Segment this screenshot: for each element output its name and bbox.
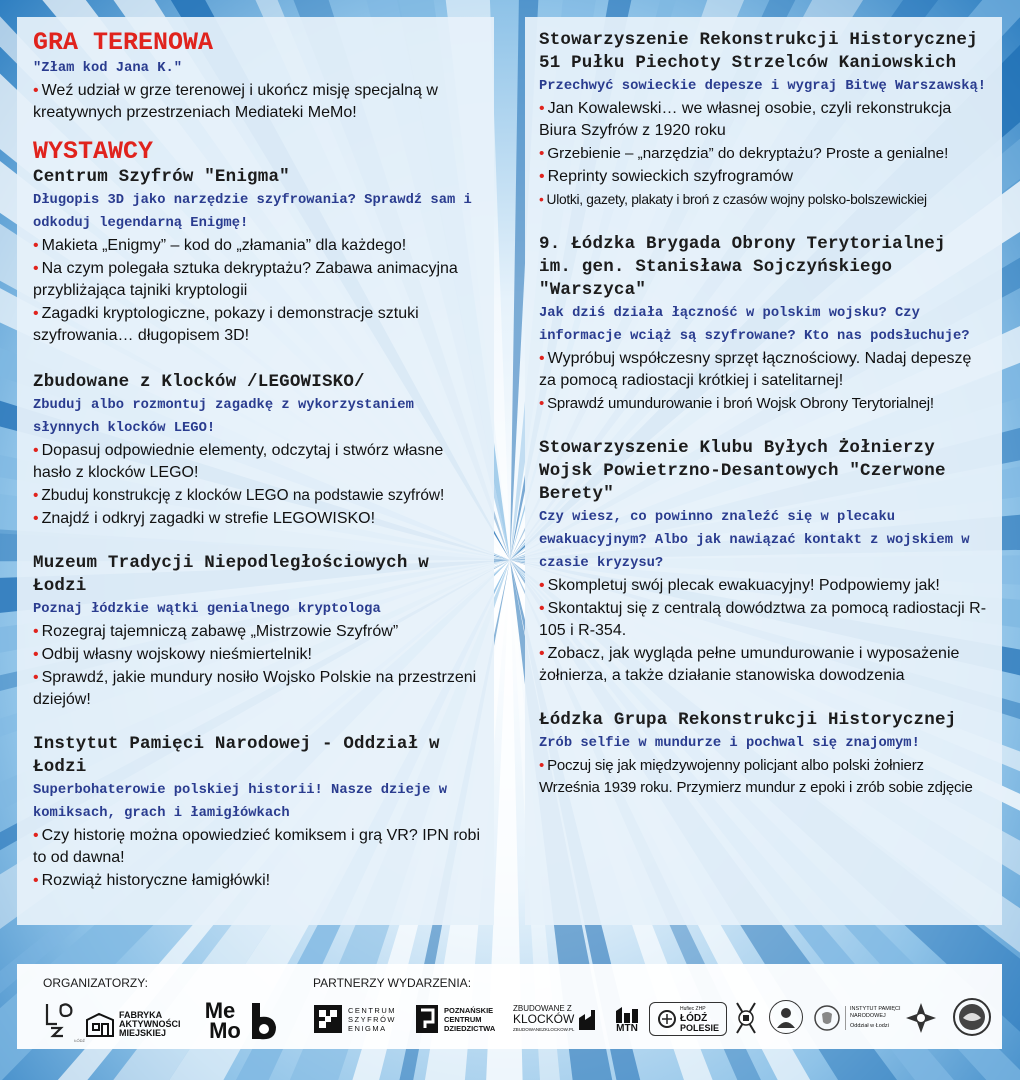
- exhibitor-name: 9. Łódzka Brygada Obrony Terytorialnej im. gen. Stanisława Sojczyńskiego "Warszyca": [539, 234, 946, 300]
- field-game-bullets: [33, 80, 480, 124]
- exhibitors-title: WYSTAWCY: [33, 137, 154, 166]
- exhibitor-tagline: Superbohaterowie polskiej historii! Nasze dzieje w komiksach, grach i łamigłówkach: [33, 783, 447, 821]
- exhibitor-tagline: Zbuduj albo rozmontuj zagadkę z wykorzystaniem słynnych klocków LEGO!: [33, 398, 414, 436]
- zhp-line-3: POLESIE: [679, 1023, 719, 1033]
- bullet-item: • Weź udział w grze terenowej i ukończ misję specjalną w kreatywnych przestrzeniach Mediateki MeMo!: [33, 82, 438, 121]
- field-game-section: [33, 29, 480, 124]
- pcd-line-3: DZIEDZICTWA: [444, 1023, 496, 1033]
- bullet-item: • Sprawdź umundurowanie i broń Wojsk Obrony Terytorialnej!: [539, 395, 934, 412]
- bullet-item: • Zbuduj konstrukcję z klocków LEGO na podstawie szyfrów!: [33, 487, 445, 504]
- exhibitor-tagline: Długopis 3D jako narzędzie szyfrowania? Sprawdź sam i odkoduj legendarną Enigmę!: [33, 193, 472, 231]
- bullet-item: • Sprawdź, jakie mundury nosiło Wojsko Polskie na przestrzeni dziejów!: [33, 669, 477, 708]
- lodz-logo-icon: [41, 998, 85, 1043]
- bullet-item: • Na czym polegała sztuka dekryptażu? Zabawa animacyjna przybliżająca tajniki kryptologii: [33, 260, 458, 299]
- bullet-item: • Makieta „Enigmy” – kod do „złamania” dla każdego!: [33, 237, 407, 254]
- exhibitor-bullets: [33, 621, 480, 711]
- mtn-text: MTN: [616, 1022, 638, 1034]
- exhibitor-tagline: Przechwyć sowieckie depesze i wygraj Bitwę Warszawską!: [539, 79, 987, 94]
- bullet-item: • Reprinty sowieckich szyfrogramów: [539, 168, 794, 185]
- exhibitor-section: [539, 709, 988, 799]
- zzk-line-3: ZBUDOWANEZKLOCKOW.PL: [513, 1027, 575, 1032]
- exhibitor-section: [33, 166, 480, 347]
- bullet-item: • Jan Kowalewski… we własnej osobie, czyli rekonstrukcja Biura Szyfrów z 1920 roku: [539, 100, 952, 139]
- exhibitor-name: Łódzka Grupa Rekonstrukcji Historycznej: [539, 710, 957, 730]
- bullet-item: • Skompletuj swój plecak ewakuacyjny! Podpowiemy jak!: [539, 577, 940, 594]
- bullet-item: • Zagadki kryptologiczne, pokazy i demonstracje sztuki szyfrowania… długopisem 3D!: [33, 305, 419, 344]
- exhibitor-tagline: Czy wiesz, co powinno znaleźć się w plecaku ewakuacyjnym? Albo jak nawiązać kontakt z wojskiem w czasie kryzysu?: [539, 510, 970, 571]
- bullet-item: • Odbij własny wojskowy nieśmiertelnik!: [33, 646, 312, 663]
- field-game-title: GRA TERENOWA: [33, 28, 214, 57]
- organizers-label: ORGANIZATORZY:: [43, 976, 148, 990]
- lodz-logo-text: ŁÓDŹ: [74, 1038, 85, 1043]
- fam-line-3: MIEJSKIEJ: [119, 1027, 167, 1038]
- lego-logo-icon: [513, 1002, 605, 1036]
- ipn-line-1: INSTYTUT PAMIĘCI: [850, 1006, 901, 1012]
- ipn-emblem-icon: [813, 1002, 909, 1034]
- exhibitor-bullets: [539, 189, 988, 211]
- exhibitor-section: [33, 371, 480, 530]
- exhibitor-bullets: [539, 393, 988, 415]
- exhibitor-tagline: Zrób selfie w mundurze i pochwal się znajomym!: [539, 736, 920, 751]
- pcd-line-2: CENTRUM: [444, 1014, 482, 1024]
- bullet-item: • Rozegraj tajemniczą zabawę „Mistrzowie Szyfrów”: [33, 623, 399, 640]
- memo-logo-icon: [197, 1000, 243, 1042]
- soldier-emblem-icon: [731, 998, 761, 1038]
- bullet-item: • Grzebienie – „narzędzia” do dekryptażu? Proste a genialne!: [539, 145, 949, 162]
- bullet-item: • Zobacz, jak wygląda pełne umundurowanie i wyposażenie żołnierza, a także działanie stanowiska dowodzenia: [539, 645, 960, 684]
- field-game-subtitle: "Złam kod Jana K.": [33, 61, 183, 76]
- ipn-line-3: Oddział w Łodzi: [850, 1023, 889, 1029]
- bullet-item: • Czy historię można opowiedzieć komiksem i grą VR? IPN robi to od dawna!: [33, 827, 480, 866]
- exhibitor-bullets: [33, 825, 480, 892]
- bullet-dot-icon: •: [33, 82, 39, 99]
- exhibitor-tagline: Jak dziś działa łączność w polskim wojsku? Czy informacje wciąż są szyfrowane? Kto nas podsłuchuje?: [539, 306, 970, 344]
- exhibitor-section: [33, 733, 480, 892]
- bullet-item: • Dopasuj odpowiednie elementy, odczytaj i stwórz własne hasło z klocków LEGO!: [33, 442, 444, 481]
- exhibitor-bullets: [539, 348, 988, 392]
- mtn-logo-icon: [611, 1002, 643, 1038]
- memo-line-2: Mo: [209, 1018, 241, 1043]
- exhibitor-section: [539, 437, 988, 687]
- exhibitor-bullets: [539, 755, 988, 799]
- pcd-line-1: POZNAŃSKIE: [444, 1005, 494, 1015]
- exhibitor-name: Stowarzyszenie Klubu Byłych Żołnierzy Wojsk Powietrzno-Desantowych "Czerwone Berety": [539, 438, 946, 504]
- b-logo-icon: [249, 1000, 279, 1042]
- exhibitor-section: [33, 552, 480, 711]
- exhibitor-bullets: [539, 98, 988, 188]
- bullet-item: • Ulotki, gazety, plakaty i broń z czasów wojny polsko-bolszewickiej: [539, 192, 927, 207]
- exhibitor-name: Instytut Pamięci Narodowej - Oddział w Łodzi: [33, 734, 440, 777]
- cross-emblem-icon: [903, 1000, 939, 1036]
- partners-label: PARTNERZY WYDARZENIA:: [313, 976, 472, 990]
- partners-footer: [17, 964, 1002, 1049]
- zhp-line-2: ŁÓDŹ: [679, 1013, 708, 1024]
- left-column: [17, 17, 494, 925]
- exhibitor-section: [539, 29, 988, 211]
- enigma-line-3: ENIGMA: [348, 1023, 387, 1033]
- zzk-line-2: KLOCKÓW: [513, 1012, 575, 1026]
- zhp-logo-icon: [649, 1002, 727, 1036]
- fam-line-1: FABRYKA: [119, 1009, 163, 1020]
- bullet-item: • Znajdź i odkryj zagadki w strefie LEGOWISKO!: [33, 510, 376, 527]
- right-column: [525, 17, 1002, 925]
- bullet-item: • Rozwiąż historyczne łamigłówki!: [33, 872, 271, 889]
- exhibitor-bullets: [33, 235, 480, 347]
- bullet-item: • Wypróbuj współczesny sprzęt łącznościowy. Nadaj depeszę za pomocą radiostacji krótkiej i satelitarnej!: [539, 350, 972, 389]
- pcd-logo-icon: [415, 1002, 507, 1036]
- fabryka-aktywnosci-logo-icon: [85, 1006, 193, 1042]
- memo-line-1: Me: [204, 998, 236, 1023]
- exhibitor-section: [539, 233, 988, 415]
- enigma-line-2: SZYFRÓW: [348, 1014, 396, 1024]
- exhibitor-name: Centrum Szyfrów "Enigma": [33, 167, 290, 187]
- zzk-line-1: ZBUDOWANE Z: [513, 1004, 572, 1013]
- zhp-line-1: Hufiec ZHP: [679, 1006, 706, 1012]
- ipn-line-2: NARODOWEJ: [850, 1013, 886, 1019]
- exhibitor-name: Stowarzyszenie Rekonstrukcji Historycznej 51 Pułku Piechoty Strzelców Kaniowskich: [539, 30, 978, 73]
- exhibitor-bullets: [539, 575, 988, 687]
- beret-emblem-icon: [953, 998, 991, 1036]
- portrait-emblem-icon: [769, 1000, 803, 1034]
- exhibitor-name: Muzeum Tradycji Niepodległościowych w Łodzi: [33, 553, 429, 596]
- exhibitor-tagline: Poznaj łódzkie wątki genialnego kryptologa: [33, 602, 381, 617]
- enigma-logo-icon: [313, 1002, 405, 1036]
- fam-line-2: AKTYWNOŚCI: [119, 1018, 181, 1029]
- exhibitor-bullets: [33, 440, 480, 530]
- bullet-item: • Skontaktuj się z centralą dowództwa za pomocą radiostacji R-105 i R-354.: [539, 600, 987, 639]
- bullet-item: • Poczuj się jak międzywojenny policjant albo polski żołnierz Września 1939 roku. Przymierz mundur z epoki i zrób sobie zdjęcie: [539, 757, 973, 796]
- enigma-line-1: CENTRUM: [348, 1005, 396, 1015]
- exhibitor-name: Zbudowane z Klocków /LEGOWISKO/: [33, 372, 365, 392]
